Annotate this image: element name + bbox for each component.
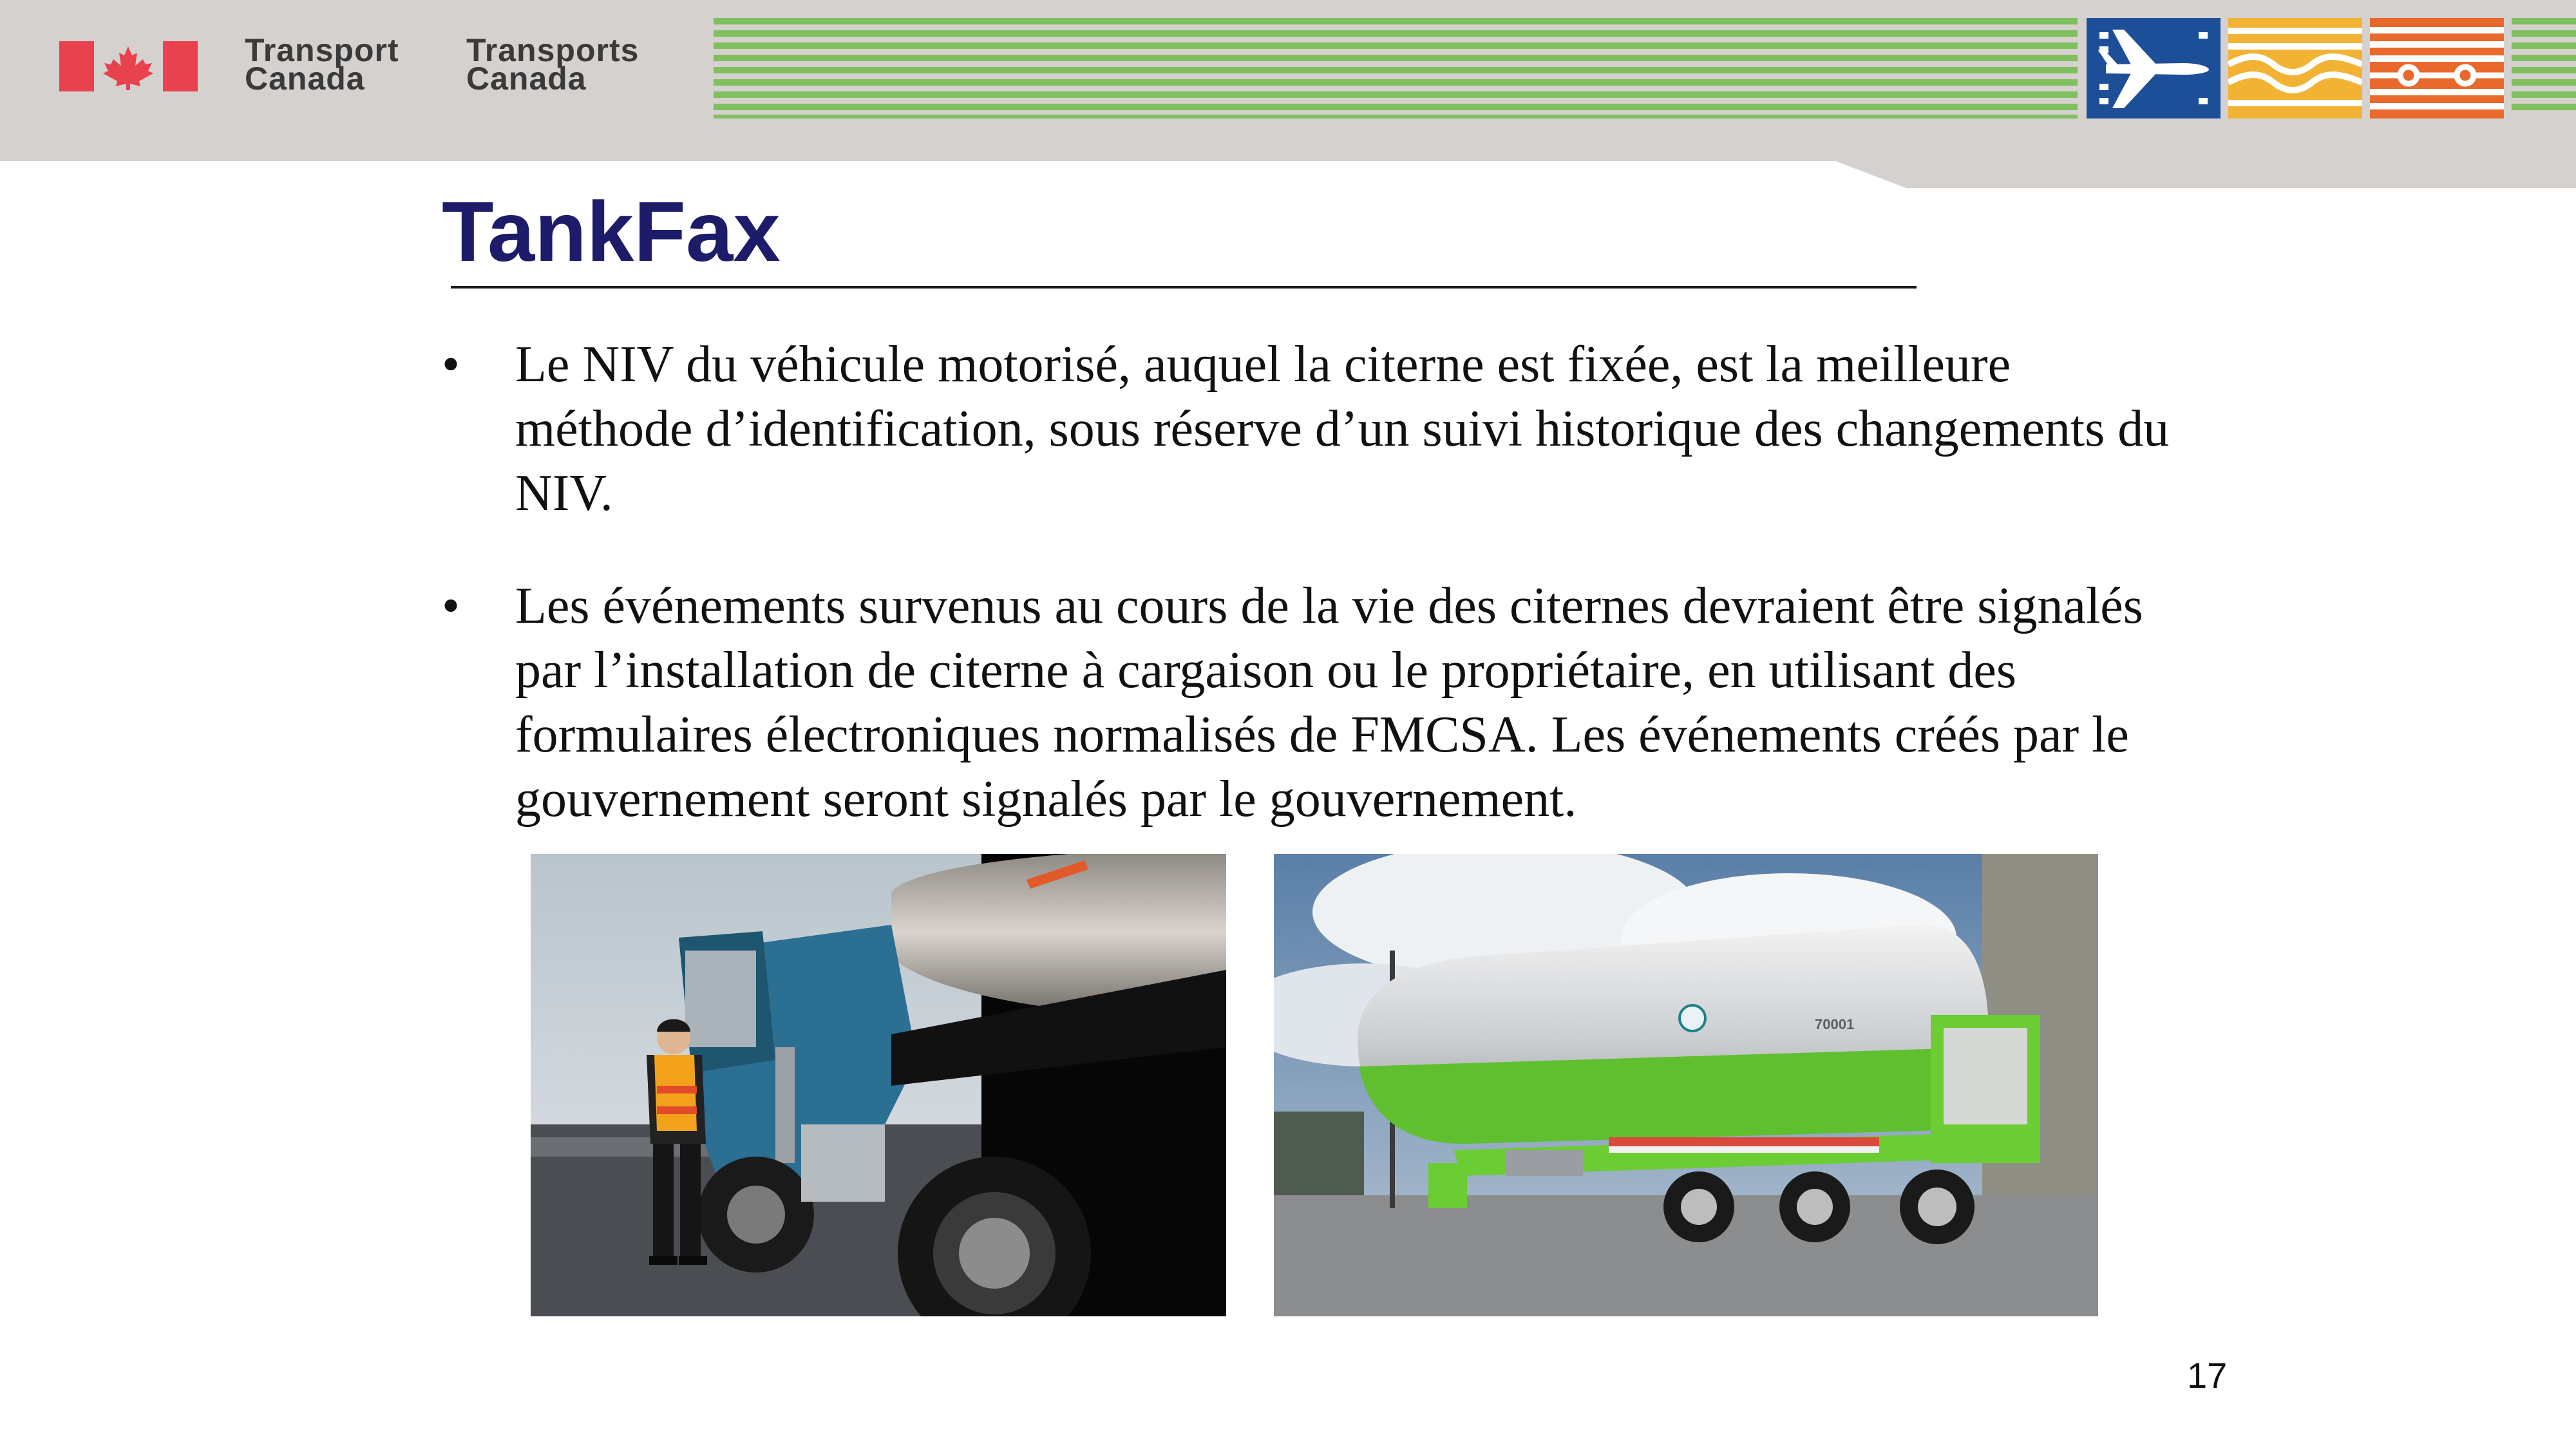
signature-en-line1: Transport bbox=[245, 32, 399, 68]
signature-french bbox=[466, 32, 639, 97]
signature-fr-line2: Canada bbox=[466, 61, 587, 97]
title-underline bbox=[451, 286, 1917, 289]
photo-green-tank-trailer bbox=[1274, 854, 2098, 1316]
page-number: 17 bbox=[2187, 1355, 2228, 1396]
truck-driver-illustration bbox=[531, 854, 1226, 1316]
green-stripes-decoration-right bbox=[2512, 18, 2576, 118]
rail-track-icon bbox=[2370, 18, 2504, 118]
canada-flag-icon bbox=[59, 41, 198, 91]
signature-english bbox=[245, 32, 399, 97]
slide-title: TankFax bbox=[442, 184, 781, 279]
bullet-text: Les événements survenus au cours de la vie des citernes devraient être signalés par l’installation de citerne à cargaison ou le propriétaire, en utilisant des formulaires électroniques normalisés de FMCSA. Les événements créés par le gouvernement seront signalés par le gouvernement. bbox=[515, 578, 2143, 828]
photo-truck-driver-and-tanker bbox=[531, 854, 1226, 1316]
bullet-item bbox=[442, 332, 2193, 526]
bullet-list bbox=[442, 332, 2193, 831]
bullet-mark: • bbox=[442, 578, 460, 634]
marine-waves-icon bbox=[2228, 18, 2362, 118]
bullet-mark: • bbox=[442, 336, 460, 393]
tank-number-label: 70001 bbox=[1815, 1016, 1855, 1032]
bullet-text: Le NIV du véhicule motorisé, auquel la citerne est fixée, est la meilleure méthode d’identification, sous réserve d’un suivi historique des changements du NIV. bbox=[515, 336, 2170, 522]
header-notch-decoration bbox=[0, 161, 2576, 188]
airplane-icon bbox=[2087, 18, 2221, 118]
signature-en-line2: Canada bbox=[245, 61, 365, 97]
green-stripes-decoration bbox=[714, 18, 2078, 118]
tank-trailer-illustration bbox=[1274, 854, 2098, 1316]
signature-fr-line1: Transports bbox=[466, 32, 639, 68]
bullet-item bbox=[442, 574, 2193, 831]
header-banner bbox=[0, 0, 2576, 161]
